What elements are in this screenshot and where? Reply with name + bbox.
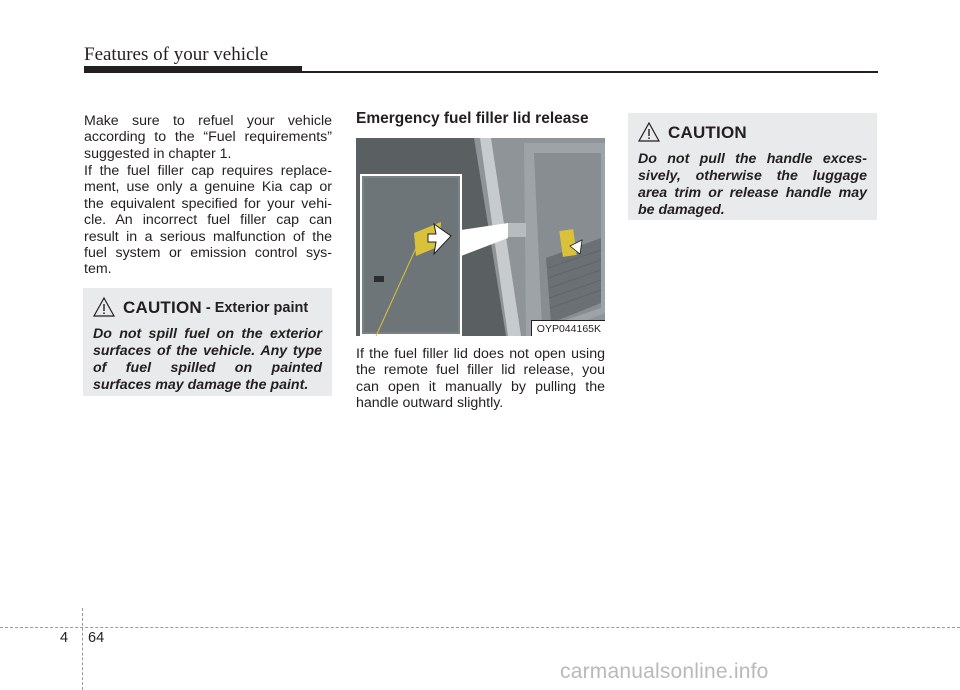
section-heading: Emergency fuel filler lid release <box>356 110 589 127</box>
filler-cap-paragraph: If the fuel filler cap requires replace-ment, use only a genuine Kia cap or the equivalent specified for your vehi-cle. An incorrect fuel filler cap can result in a serious malfunction of the fuel system or emission control sys-tem. <box>84 163 332 278</box>
footer-vertical-dash <box>82 608 83 690</box>
caution-text: Do not spill fuel on the exterior surfaces of the vehicle. Any type of fuel spilled on painted surfaces may damage the paint. <box>93 326 322 393</box>
page-number: 64 <box>88 630 105 646</box>
refuel-paragraph: Make sure to refuel your vehicle according to the “Fuel requirements” suggested in chapter 1. <box>84 113 332 162</box>
caution-title: CAUTION <box>668 123 747 142</box>
caution-box-luggage-area <box>628 113 877 220</box>
caution-box-exterior-paint <box>83 288 332 396</box>
footer-dashed-line <box>0 627 960 628</box>
watermark: carmanualsonline.info <box>560 660 769 683</box>
caution-header <box>638 123 867 145</box>
chapter-number: 4 <box>60 630 69 646</box>
fuel-lid-release-illustration <box>356 138 605 336</box>
manual-release-paragraph: If the fuel filler lid does not open using the remote fuel filler lid release, you can open it manually by pulling the handle outward slightly. <box>356 346 605 412</box>
warning-triangle-icon <box>638 122 660 142</box>
caution-subtitle: - Exterior paint <box>205 300 309 316</box>
figure-fuel-lid-release <box>356 138 605 336</box>
caution-header <box>93 298 322 320</box>
header-title: Features of your vehicle <box>84 44 269 65</box>
caution-text: Do not pull the handle exces-sively, otherwise the luggage area trim or release handle may be damaged. <box>638 151 867 218</box>
warning-triangle-icon <box>93 297 115 317</box>
header-bar-thin <box>84 71 878 73</box>
figure-label: OYP044165K <box>531 320 605 336</box>
caution-title: CAUTION <box>123 298 202 317</box>
